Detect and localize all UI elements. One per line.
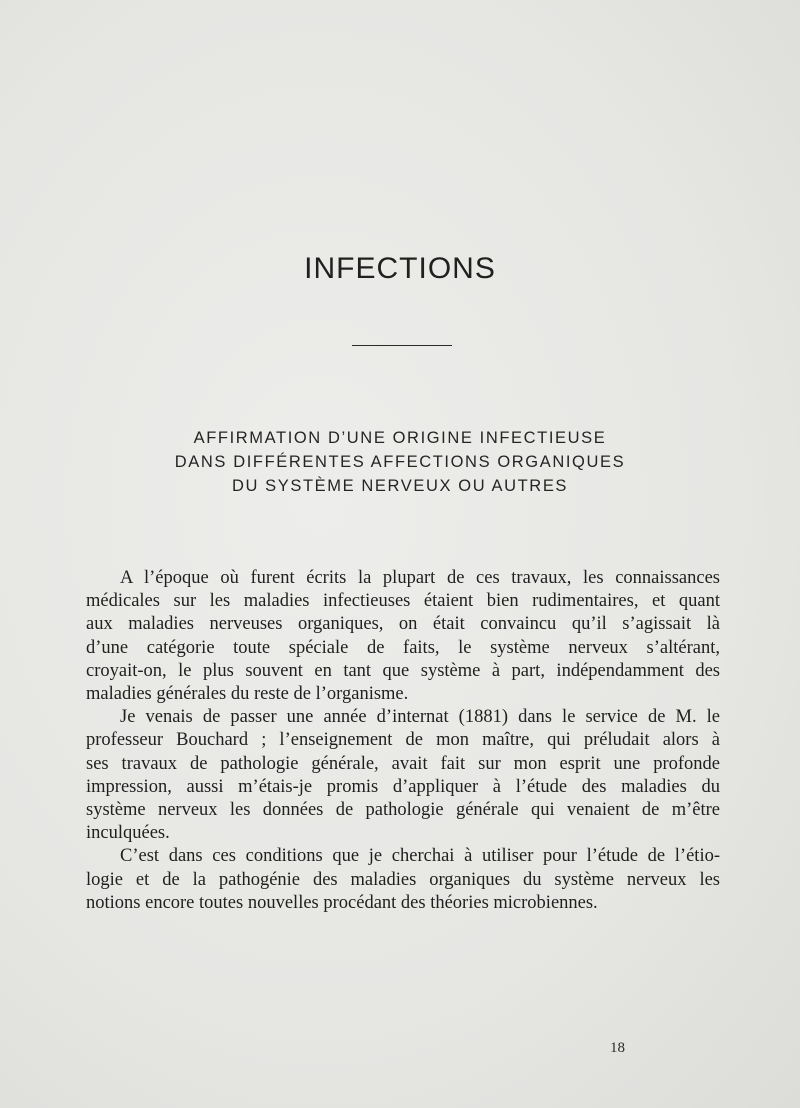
paragraph bbox=[86, 567, 720, 706]
text-line: maladies générales du reste de l’organisme. bbox=[86, 684, 409, 705]
text-line: impression, aussi m’étais-je promis d’appliquer à l’étude des maladies du bbox=[86, 776, 720, 797]
subtitle-line: DU SYSTÈME NERVEUX OU AUTRES bbox=[231, 477, 569, 495]
paragraph bbox=[86, 706, 720, 845]
text-line: système nerveux les données de pathologie générale qui venaient de m’être bbox=[86, 800, 720, 821]
page-title: INFECTIONS bbox=[304, 252, 496, 285]
subtitle-line: AFFIRMATION D’UNE ORIGINE INFECTIEUSE bbox=[193, 429, 607, 447]
text-line: médicales sur les maladies infectieuses étaient bien rudimentaires, et quant bbox=[86, 591, 720, 612]
page-number: 18 bbox=[610, 1040, 625, 1056]
text-line: croyait-on, le plus souvent en tant que système à part, indépendamment des bbox=[86, 660, 720, 681]
text-line: inculquées. bbox=[86, 823, 170, 844]
text-line: aux maladies nerveuses organiques, on était convaincu qu’il s’agissait là bbox=[86, 614, 720, 635]
body-text bbox=[86, 567, 720, 915]
section-subtitle bbox=[0, 426, 800, 498]
text-line: C’est dans ces conditions que je cherchai à utiliser pour l’étude de l’étio- bbox=[120, 846, 720, 867]
text-line: professeur Bouchard ; l’enseignement de mon maître, qui préludait alors à bbox=[86, 730, 720, 751]
paragraph bbox=[86, 845, 720, 915]
text-line: A l’époque où furent écrits la plupart de ces travaux, les connaissances bbox=[120, 568, 720, 588]
text-line: Je venais de passer une année d’internat (1881) dans le service de M. le bbox=[120, 707, 720, 728]
text-line: notions encore toutes nouvelles procédant des théories microbiennes. bbox=[86, 892, 598, 913]
subtitle-line: DANS DIFFÉRENTES AFFECTIONS ORGANIQUES bbox=[174, 453, 626, 471]
text-line: d’une catégorie toute spéciale de faits, le système nerveux s’altérant, bbox=[86, 637, 720, 658]
text-line: logie et de la pathogénie des maladies organiques du système nerveux les bbox=[86, 869, 720, 890]
text-line: ses travaux de pathologie générale, avait fait sur mon esprit une profonde bbox=[86, 753, 720, 774]
title-rule bbox=[352, 345, 452, 346]
